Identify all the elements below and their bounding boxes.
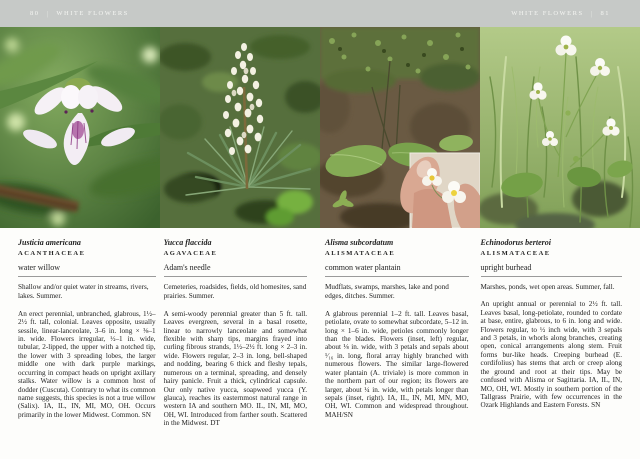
habitat-note: Shallow and/or quiet water in streams, rivers, lakes. Summer. [18, 282, 149, 301]
family-name: ACANTHACEAE [18, 249, 86, 257]
common-name: upright burhead [481, 264, 623, 277]
common-name: Adam's needle [164, 264, 307, 277]
photo-alisma-subcordatum [320, 27, 480, 228]
running-title-right: WHITE FLOWERS [511, 10, 584, 17]
entry-echinodorus-berteroi [481, 238, 623, 428]
family-name: ALISMATACEAE [325, 249, 396, 257]
species-name: Echinodorus berteroi [480, 238, 551, 247]
entry-justicia-americana [18, 238, 156, 428]
photo-echinodorus-berteroi [480, 27, 640, 228]
species-description: A glabrous perennial 1–2 ft. tall. Leaves basal, petiolate, ovate to somewhat subcordate, 5–12 in. long × 1–6 in. wide, petioles commonly longer than the blades. Flowers (inset, left) regular, about ⅛ in. wide, with 3 petals and sepals about ¹⁄₁₆ in. long, floral array highly branched with numerous flowers. The similar large-flowered water plantain (A. triviale) is more common in the northern part of our region; its flowers are larger, about ¼ in. wide, with petals longer than sepals (inset, right). IA, IL, IN, MI, MN, MO, OH, WI. Common and widespread throughout. MAH/SN [325, 309, 469, 419]
species-name: Justicia americana [18, 238, 81, 247]
habitat-note: Cemeteries, roadsides, fields, old homesites, sand prairies. Summer. [163, 282, 307, 301]
common-name: common water plantain [325, 264, 468, 277]
runner-divider-left: | [46, 9, 50, 18]
habitat-note: Marshes, ponds, wet open areas. Summer, fall. [480, 282, 615, 291]
photo-yucca-flaccida [160, 27, 320, 228]
page-number-right: 81 [600, 10, 610, 17]
habitat-note: Mudflats, swamps, marshes, lake and pond edges, ditches. Summer. [325, 282, 449, 301]
species-columns [0, 228, 640, 428]
page-number-left: 80 [30, 10, 40, 17]
species-name: Alisma subcordatum [325, 238, 394, 247]
running-head-right [511, 10, 610, 18]
family-name: ALISMATACEAE [480, 249, 551, 257]
photo-band [0, 27, 640, 228]
entry-alisma-subcordatum [325, 238, 468, 428]
photo-justicia-americana [0, 27, 160, 228]
species-description: A semi-woody perennial greater than 5 ft. tall. Leaves evergreen, several in a basal rosette, linear to narrowly lanceolate and somewhat flexible with sharp tips, margins frayed into curling fibrous strands, 1½–2½ ft. long × 2–3 in. wide. Flowers regular, 2–3 in. long, bell-shaped and nodding, bearing 6 thick and fleshy tepals, numerous on a terminal, spreading, and densely hairy panicle. Fruit a thick, cylindrical capsule. Our only native yucca, soapweed yucca (Y. glauca), reaches its easternmost natural range in western IA and southern MO. IL, IN, MI, MO, OH, WI. Introduced from farther south. Scattered in the Midwest. DT [163, 309, 308, 428]
species-name: Yucca flaccida [163, 238, 212, 247]
running-head-left [30, 10, 129, 18]
family-name: AGAVACEAE [163, 249, 218, 257]
runner-divider-right: | [590, 9, 594, 18]
species-description: An erect perennial, unbranched, glabrous, 1½–2½ ft. tall, colonial. Leaves opposite, usually sessile, linear-lanceolate, 3–6 in. long × ⅜–1 in. wide. Flowers irregular, ½–1 in. wide, tubular, 2-lipped, the upper with a notched tip, the lower with 3 spreading lobes, the larger middle one with dark purple markings, occurring in compact heads on upright axillary stalks. Water willow is a common host of dodder (Cuscuta). Contrary to what its common name suggests, this species is not a true willow (Salix). IA, IL, IN, MI, MO, OH. Occurs primarily in the lower Midwest. Common. SN [18, 309, 156, 419]
entry-yucca-flaccida [164, 238, 307, 428]
running-title-left: WHITE FLOWERS [56, 10, 129, 17]
common-name: water willow [18, 264, 156, 277]
running-head [0, 0, 640, 27]
species-description: An upright annual or perennial to 2½ ft. tall. Leaves basal, long-petiolate, rounded to cordate at base, entire, glabrous, to 6 in. long and wide. Flowers regular, to ½ inch wide, with 3 sepals and 3 petals, in whorls along branches, creating open, conical arrangements along stem. Fruit forms bur-like heads. Creeping burhead (E. cordifolius) has stems that arch or creep along the ground and root at their tips. May be confused with Alisma or Sagittaria. IA, IL, IN, MO, OH, WI. Mostly in southern portion of the Tallgrass Prairie, with few occurrences in the Ozark Highlands and Eastern Forests. SN [480, 300, 622, 410]
